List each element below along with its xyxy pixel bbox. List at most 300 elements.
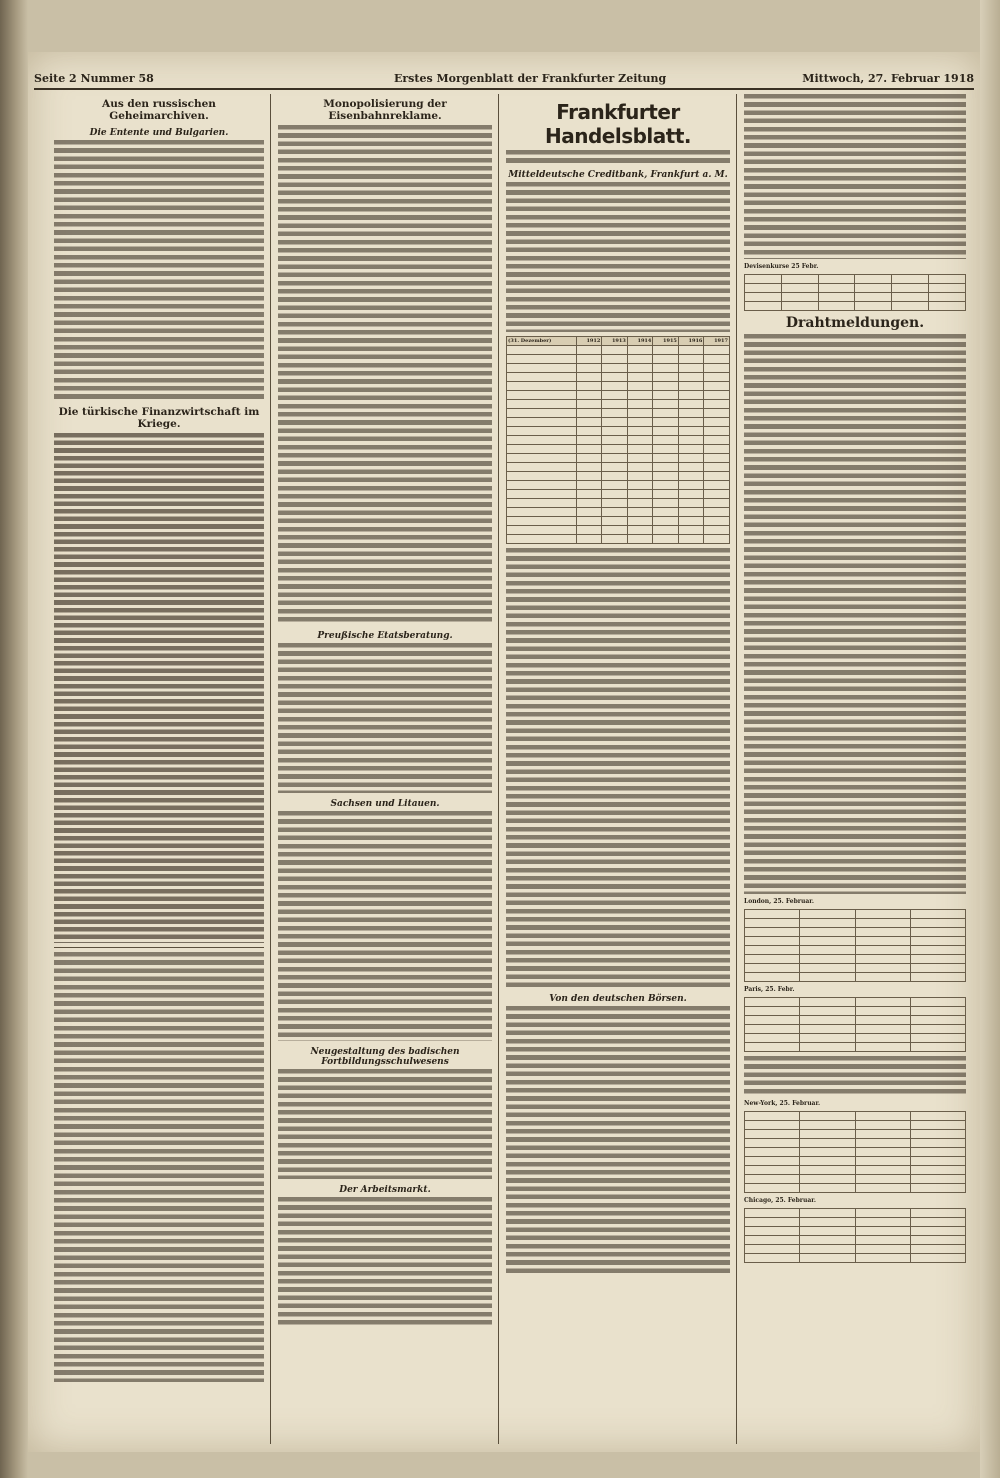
- table-cell: [910, 928, 965, 937]
- table-cell: [627, 400, 653, 409]
- newyork-table: [744, 1111, 966, 1193]
- table-cell: [855, 910, 910, 919]
- table-cell: [507, 517, 577, 526]
- table-cell: [653, 373, 679, 382]
- table-label-chicago: Chicago, 25. Februar.: [744, 1197, 816, 1204]
- table-cell: [745, 955, 800, 964]
- table-row: [507, 481, 730, 490]
- table-cell: [627, 409, 653, 418]
- table-cell: [800, 1236, 855, 1245]
- table-cell: [678, 364, 704, 373]
- table-cell: [929, 302, 966, 311]
- table-cell: [745, 937, 800, 946]
- table-cell: [602, 418, 628, 427]
- page-edge: [980, 0, 1000, 1478]
- table-row: [507, 418, 730, 427]
- table-cell: [800, 937, 855, 946]
- table-cell: [704, 355, 730, 364]
- table-cell: [576, 490, 602, 499]
- table-cell: [576, 409, 602, 418]
- table-cell: [855, 946, 910, 955]
- table-cell: [602, 436, 628, 445]
- table-cell: [910, 1227, 965, 1236]
- table-cell: [910, 1121, 965, 1130]
- table-cell: [704, 436, 730, 445]
- table-row: [745, 275, 966, 284]
- table-cell: [627, 373, 653, 382]
- table-cell: [678, 535, 704, 544]
- table-cell: [800, 1166, 855, 1175]
- table-cell: [745, 1139, 800, 1148]
- article-title-russian-archives: Aus den russischen Geheimarchiven.: [102, 98, 216, 122]
- table-cell: [855, 928, 910, 937]
- article-body: [744, 1056, 966, 1096]
- table-cell: [800, 1016, 855, 1025]
- table-cell: [745, 302, 782, 311]
- table-cell: [678, 382, 704, 391]
- table-cell: [704, 517, 730, 526]
- header-masthead: Erstes Morgenblatt der Frankfurter Zeitung: [394, 72, 667, 85]
- table-body: [507, 346, 730, 544]
- table-cell: [800, 1007, 855, 1016]
- table-cell: [602, 364, 628, 373]
- table-cell: [704, 364, 730, 373]
- table-cell: [745, 1157, 800, 1166]
- table-cell: [910, 1139, 965, 1148]
- table-cell: [800, 1025, 855, 1034]
- table-cell: [602, 526, 628, 535]
- table-cell: [653, 382, 679, 391]
- paris-table: [744, 997, 966, 1052]
- table-cell: [910, 937, 965, 946]
- table-row: [507, 463, 730, 472]
- table-cell: [507, 391, 577, 400]
- table-cell: [745, 1121, 800, 1130]
- table-cell: [602, 391, 628, 400]
- table-cell: [745, 1218, 800, 1227]
- table-row: [745, 1034, 966, 1043]
- table-row: [745, 919, 966, 928]
- table-cell: [507, 364, 577, 373]
- table-row: [507, 472, 730, 481]
- article-title-prussian-budget: Preußische Etatsberatung.: [317, 631, 453, 641]
- table-cell: [653, 517, 679, 526]
- table-cell: [800, 1209, 855, 1218]
- table-cell: [678, 526, 704, 535]
- article-body: [278, 643, 492, 793]
- table-cell: [653, 490, 679, 499]
- table-cell: [781, 293, 818, 302]
- table-cell: [818, 284, 855, 293]
- table-cell: [745, 1236, 800, 1245]
- table-cell: [745, 1016, 800, 1025]
- table-cell: [678, 454, 704, 463]
- table-cell: [653, 355, 679, 364]
- article-body: [54, 140, 264, 402]
- table-cell: [781, 284, 818, 293]
- table-cell: [602, 427, 628, 436]
- table-row: [745, 1227, 966, 1236]
- table-cell: [910, 1254, 965, 1263]
- table-cell: [855, 1034, 910, 1043]
- table-cell: [855, 1025, 910, 1034]
- table-cell: [627, 445, 653, 454]
- table-cell: [704, 499, 730, 508]
- article-body: [278, 125, 492, 625]
- table-cell: [576, 427, 602, 436]
- article-body: [278, 811, 492, 1041]
- table-cell: [704, 382, 730, 391]
- table-cell: [653, 526, 679, 535]
- table-row: [745, 1254, 966, 1263]
- table-cell: [576, 373, 602, 382]
- table-cell: [855, 1112, 910, 1121]
- table-cell: [678, 517, 704, 526]
- table-row: [507, 427, 730, 436]
- table-cell: [653, 535, 679, 544]
- table-cell: [627, 364, 653, 373]
- table-cell: [910, 1025, 965, 1034]
- table-row: [507, 373, 730, 382]
- header-page-number: Seite 2 Nummer 58: [34, 72, 154, 85]
- table-cell: [507, 472, 577, 481]
- article-body: [278, 1197, 492, 1327]
- table-row: [745, 973, 966, 982]
- table-cell: [602, 355, 628, 364]
- table-cell: [745, 1043, 800, 1052]
- table-cell: [602, 535, 628, 544]
- table-cell: [910, 946, 965, 955]
- table-cell: [800, 910, 855, 919]
- table-cell: [800, 964, 855, 973]
- table-row: [507, 382, 730, 391]
- table-cell: [678, 472, 704, 481]
- table-row: [507, 364, 730, 373]
- table-cell: [745, 1227, 800, 1236]
- table-cell: [602, 373, 628, 382]
- table-cell: [892, 284, 929, 293]
- table-cell: [745, 1007, 800, 1016]
- table-cell: [855, 1139, 910, 1148]
- table-cell: [800, 1227, 855, 1236]
- table-cell: [507, 409, 577, 418]
- table-cell: [627, 427, 653, 436]
- table-row: [745, 955, 966, 964]
- article-body: [744, 334, 966, 894]
- table-row: [745, 1236, 966, 1245]
- table-cell: [653, 463, 679, 472]
- newspaper-page: [28, 52, 980, 1452]
- table-row: [507, 400, 730, 409]
- table-row: [507, 355, 730, 364]
- table-row: [507, 436, 730, 445]
- article-body: [54, 952, 264, 1382]
- table-cell: [800, 1254, 855, 1263]
- table-cell: [627, 454, 653, 463]
- article-title-labor-market: Der Arbeitsmarkt.: [339, 1185, 431, 1195]
- table-cell: [602, 463, 628, 472]
- table-cell: [576, 400, 602, 409]
- page-binding: [0, 0, 28, 1478]
- table-cell: [929, 293, 966, 302]
- table-cell: [602, 517, 628, 526]
- table-cell: [910, 1175, 965, 1184]
- table-cell: [704, 427, 730, 436]
- table-cell: [855, 1166, 910, 1175]
- table-cell: [855, 1245, 910, 1254]
- table-cell: [507, 436, 577, 445]
- table-cell: [704, 526, 730, 535]
- table-cell: [781, 302, 818, 311]
- table-cell: [704, 346, 730, 355]
- table-cell: [576, 418, 602, 427]
- table-cell: [576, 346, 602, 355]
- table-row: [507, 508, 730, 517]
- table-cell: [602, 508, 628, 517]
- table-cell: [910, 1034, 965, 1043]
- table-row: [745, 1139, 966, 1148]
- table-cell: [855, 1130, 910, 1139]
- table-cell: [892, 275, 929, 284]
- table-cell: [653, 364, 679, 373]
- table-cell: [507, 445, 577, 454]
- chicago-table: [744, 1208, 966, 1263]
- table-row: [507, 409, 730, 418]
- table-cell: [745, 1025, 800, 1034]
- table-cell: [602, 490, 628, 499]
- table-row: [507, 454, 730, 463]
- article-body: [744, 94, 966, 259]
- table-cell: [704, 490, 730, 499]
- separator: [54, 947, 264, 948]
- table-cell: [507, 355, 577, 364]
- column-rule: [270, 94, 271, 1444]
- table-cell: [745, 1184, 800, 1193]
- table-cell: [745, 1148, 800, 1157]
- table-row: [745, 1016, 966, 1025]
- table-row: [507, 346, 730, 355]
- article-body: [506, 182, 730, 332]
- table-cell: [800, 1112, 855, 1121]
- table-cell: [745, 964, 800, 973]
- header-date: Mittwoch, 27. Februar 1918: [802, 72, 974, 85]
- table-cell: [653, 445, 679, 454]
- table-cell: [800, 1043, 855, 1052]
- table-row: [745, 1112, 966, 1121]
- table-row: [745, 1130, 966, 1139]
- table-cell: [800, 973, 855, 982]
- table-cell: [745, 1209, 800, 1218]
- table-cell: [910, 1245, 965, 1254]
- table-cell: [678, 490, 704, 499]
- table-cell: [576, 499, 602, 508]
- table-cell: [678, 445, 704, 454]
- table-row: [507, 391, 730, 400]
- table-cell: [800, 1121, 855, 1130]
- table-cell: [576, 355, 602, 364]
- table-cell: [745, 1112, 800, 1121]
- table-cell: [627, 436, 653, 445]
- table-header-cell: 1916: [678, 337, 704, 346]
- table-cell: [745, 1254, 800, 1263]
- table-cell: [576, 454, 602, 463]
- table-cell: [576, 535, 602, 544]
- table-cell: [910, 1218, 965, 1227]
- table-cell: [855, 937, 910, 946]
- london-table: [744, 909, 966, 982]
- table-cell: [576, 508, 602, 517]
- table-row: [745, 928, 966, 937]
- table-cell: [678, 463, 704, 472]
- table-cell: [745, 284, 782, 293]
- table-cell: [678, 346, 704, 355]
- table-cell: [602, 472, 628, 481]
- table-cell: [745, 928, 800, 937]
- table-cell: [855, 284, 892, 293]
- table-cell: [910, 1184, 965, 1193]
- table-cell: [678, 373, 704, 382]
- table-cell: [653, 472, 679, 481]
- table-row: [745, 1007, 966, 1016]
- table-cell: [678, 418, 704, 427]
- table-cell: [507, 490, 577, 499]
- table-cell: [704, 535, 730, 544]
- table-cell: [800, 1034, 855, 1043]
- table-row: [507, 445, 730, 454]
- table-header-cell: 1917: [704, 337, 730, 346]
- table-cell: [855, 1016, 910, 1025]
- table-cell: [627, 481, 653, 490]
- table-cell: [602, 382, 628, 391]
- table-row: [507, 517, 730, 526]
- table-cell: [507, 382, 577, 391]
- table-cell: [929, 275, 966, 284]
- table-cell: [855, 1254, 910, 1263]
- table-cell: [745, 973, 800, 982]
- table-cell: [678, 355, 704, 364]
- table-cell: [800, 1218, 855, 1227]
- table-cell: [627, 499, 653, 508]
- table-cell: [507, 418, 577, 427]
- page-header: [34, 72, 974, 90]
- table-cell: [910, 1166, 965, 1175]
- table-cell: [855, 998, 910, 1007]
- devisen-table: [744, 274, 966, 311]
- table-cell: [800, 1184, 855, 1193]
- table-cell: [781, 275, 818, 284]
- table-cell: [627, 418, 653, 427]
- table-cell: [627, 535, 653, 544]
- table-cell: [627, 517, 653, 526]
- table-cell: [855, 1043, 910, 1052]
- table-cell: [678, 427, 704, 436]
- table-cell: [910, 1043, 965, 1052]
- table-header-cell: 1915: [653, 337, 679, 346]
- table-cell: [704, 391, 730, 400]
- table-row: [745, 1209, 966, 1218]
- table-cell: [704, 481, 730, 490]
- table-cell: [745, 293, 782, 302]
- table-cell: [653, 499, 679, 508]
- table-cell: [627, 508, 653, 517]
- table-row: [745, 1148, 966, 1157]
- table-cell: [653, 481, 679, 490]
- table-cell: [745, 946, 800, 955]
- table-cell: [800, 919, 855, 928]
- table-cell: [653, 508, 679, 517]
- table-cell: [855, 1227, 910, 1236]
- table-cell: [855, 964, 910, 973]
- table-cell: [892, 302, 929, 311]
- table-cell: [627, 526, 653, 535]
- article-subtitle-entente: Die Entente und Bulgarien.: [89, 128, 229, 138]
- table-cell: [678, 400, 704, 409]
- table-row: [745, 1121, 966, 1130]
- table-row: [745, 1175, 966, 1184]
- table-cell: [855, 1175, 910, 1184]
- table-cell: [745, 1130, 800, 1139]
- table-cell: [627, 490, 653, 499]
- table-cell: [745, 919, 800, 928]
- table-cell: [704, 463, 730, 472]
- table-label-paris: Paris, 25. Febr.: [744, 986, 795, 993]
- table-cell: [855, 1007, 910, 1016]
- table-row: [745, 964, 966, 973]
- table-cell: [855, 919, 910, 928]
- table-cell: [627, 472, 653, 481]
- table-cell: [678, 409, 704, 418]
- table-row: [745, 1218, 966, 1227]
- table-cell: [653, 391, 679, 400]
- table-cell: [627, 355, 653, 364]
- table-cell: [507, 526, 577, 535]
- table-cell: [704, 472, 730, 481]
- table-row: [745, 910, 966, 919]
- table-cell: [910, 910, 965, 919]
- table-cell: [507, 400, 577, 409]
- table-cell: [704, 409, 730, 418]
- table-cell: [678, 481, 704, 490]
- table-cell: [653, 400, 679, 409]
- table-cell: [910, 973, 965, 982]
- table-cell: [576, 445, 602, 454]
- table-cell: [602, 481, 628, 490]
- table-cell: [602, 346, 628, 355]
- column-3: [506, 94, 730, 1444]
- table-cell: [576, 382, 602, 391]
- section-notice: [506, 150, 730, 164]
- table-cell: [678, 436, 704, 445]
- article-body: [506, 1006, 730, 1276]
- column-rule: [498, 94, 499, 1444]
- table-cell: [678, 508, 704, 517]
- column-rule: [736, 94, 737, 1444]
- table-cell: [745, 910, 800, 919]
- table-cell: [855, 1218, 910, 1227]
- table-cell: [855, 275, 892, 284]
- table-cell: [800, 1139, 855, 1148]
- table-cell: [855, 955, 910, 964]
- table-cell: [855, 1157, 910, 1166]
- table-header-cell: 1914: [627, 337, 653, 346]
- table-cell: [653, 454, 679, 463]
- article-body: [278, 1069, 492, 1179]
- table-cell: [627, 463, 653, 472]
- table-cell: [704, 400, 730, 409]
- table-cell: [576, 526, 602, 535]
- table-cell: [929, 284, 966, 293]
- table-cell: [800, 946, 855, 955]
